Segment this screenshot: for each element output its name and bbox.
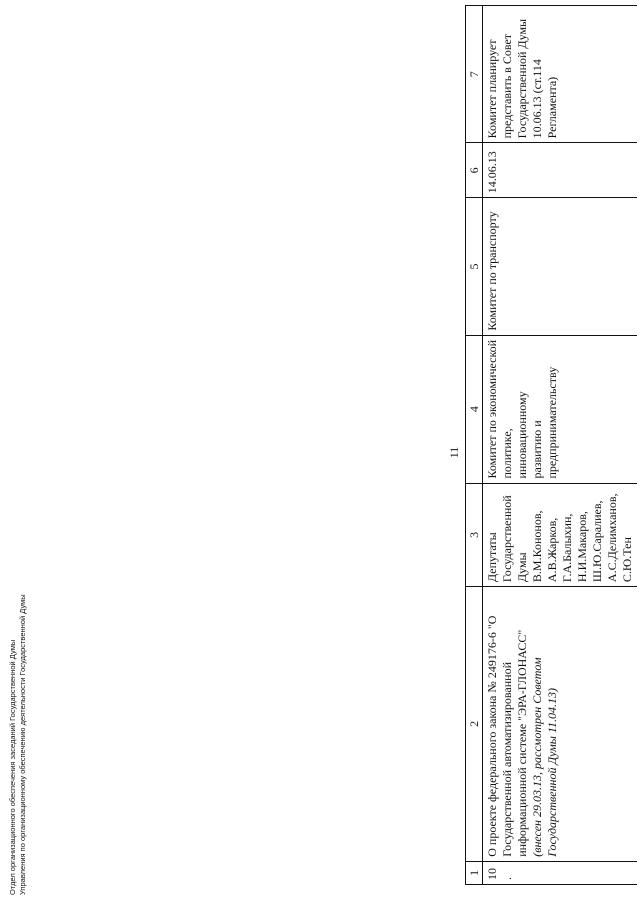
date-cell: 14.06.13 <box>483 143 638 198</box>
author-name: Н.И.Макаров, <box>575 511 589 583</box>
responsible-committee-cell: Комитет по транспорту <box>483 198 638 335</box>
header-col-4: 4 <box>466 335 483 483</box>
header-col-7: 7 <box>466 6 483 143</box>
bill-note: (внесен 29.03.13, рассмотрен Советом Государственной Думы 11.04.13) <box>530 657 559 857</box>
header-col-1: 1 <box>466 861 483 884</box>
agenda-table <box>465 5 637 885</box>
author-name: С.Ю.Тен <box>620 537 634 583</box>
authors-cell <box>483 483 638 587</box>
header-col-6: 6 <box>466 143 483 198</box>
co-executor-cell: Комитет по экономической политике, инновационному развитию и предпринимательству <box>483 335 638 483</box>
table-header-row <box>466 6 483 885</box>
bill-title: О проекте федерального закона № 249176-6 "О Государственной автоматизированной информационной системе "ЭРА-ГЛОНАСС" <box>485 615 529 857</box>
author-name: В.М.Кононов, <box>530 510 544 583</box>
author-name: А.С.Делимханов, <box>605 493 619 583</box>
header-col-3: 3 <box>466 483 483 587</box>
table-row <box>483 6 638 885</box>
footer-line-1: Отдел организационного обеспечения заседаний Государственной Думы <box>8 639 17 895</box>
footer <box>8 594 28 895</box>
footer-line-2: Управления по организационному обеспечению деятельности Государственной Думы <box>18 594 27 895</box>
note-cell: Комитет планирует представить в Совет Государственной Думы 10.06.13 (ст.114 Регламента) <box>483 6 638 143</box>
author-name: А.В.Жарков, <box>545 517 559 583</box>
author-name: Г.А.Балыхин, <box>560 513 574 583</box>
authors-label: Депутаты Государственной Думы <box>485 495 529 583</box>
header-col-5: 5 <box>466 198 483 335</box>
author-name: Ш.Ю.Саралиев, <box>590 500 604 583</box>
bill-cell <box>483 587 638 862</box>
page-number: 11 <box>447 446 461 459</box>
row-number: 10. <box>483 861 638 884</box>
header-col-2: 2 <box>466 587 483 862</box>
